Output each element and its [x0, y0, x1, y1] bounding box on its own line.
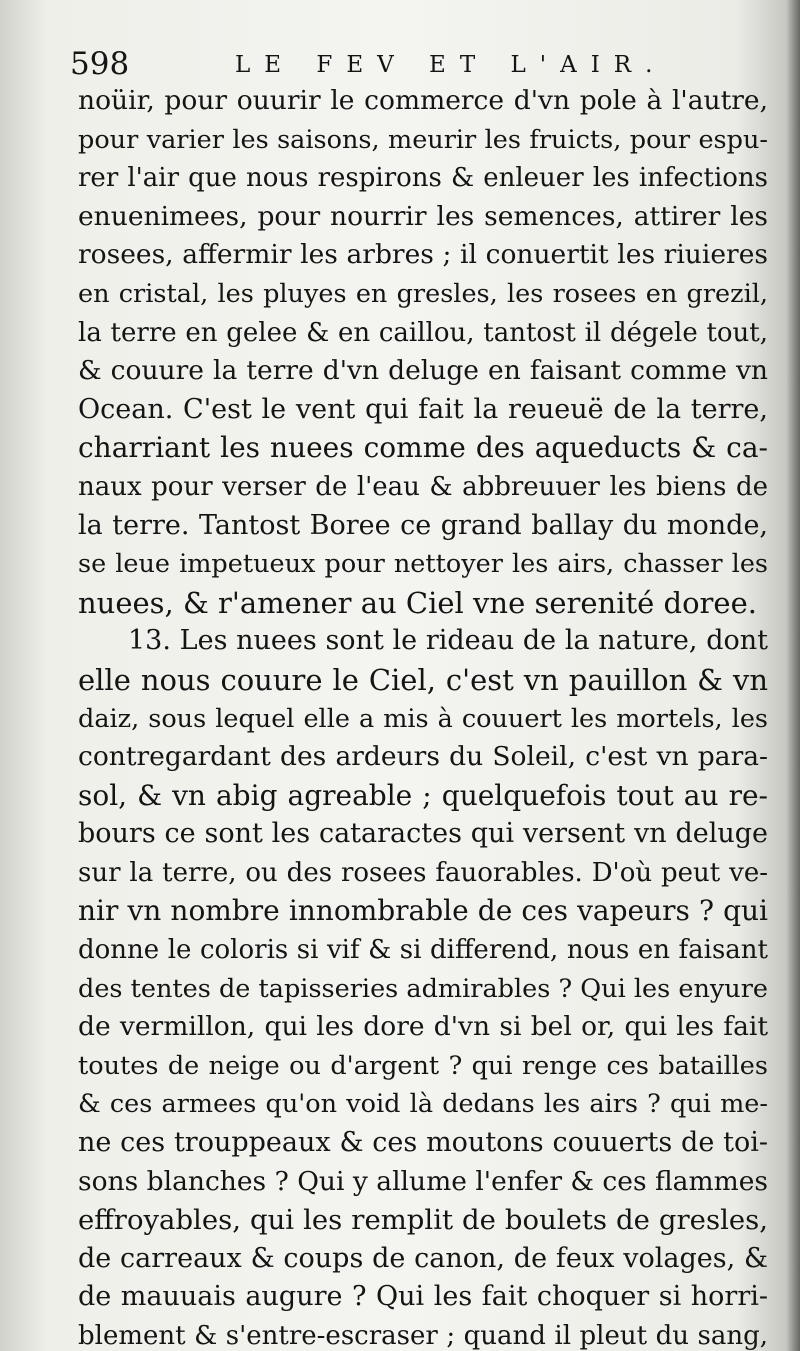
- text-line: rosees, affermir les arbres ; il conuertit les riuieres: [78, 239, 768, 271]
- text-line: rer l'air que nous respirons & enleuer les infections: [78, 163, 768, 194]
- page-number: 598: [70, 46, 130, 82]
- text-line: la terre en gelee & en caillou, tantost il dégele tout,: [78, 317, 768, 348]
- text-line: en cristal, les pluyes en gresles, les rosees en grezil,: [78, 278, 768, 309]
- text-line: toutes de neige ou d'argent ? qui renge ces batailles: [78, 1050, 768, 1081]
- text-line: sons blanches ? Qui y allume l'enfer & ces flammes: [78, 1165, 768, 1197]
- text-line: de mauuais augure ? Qui les fait choquer si horri-: [78, 1281, 768, 1313]
- text-line: sol, & vn abig agreable ; quelquefois tout au re-: [78, 778, 768, 812]
- text-line: la terre. Tantost Boree ce grand ballay du monde,: [78, 509, 768, 541]
- text-line: des tentes de tapisseries admirables ? Qui les enyure: [78, 973, 768, 1004]
- text-line: donne le coloris si vif & si differend, nous en faisant: [78, 935, 768, 966]
- text-line: de vermillon, qui les dore d'vn si bel or, qui les fait: [78, 1011, 768, 1043]
- text-line: sur la terre, ou des rosees fauorables. D'où peut ve-: [78, 857, 768, 888]
- running-head: [70, 44, 667, 84]
- text-line: Ocean. C'est le vent qui fait la reueuë de la terre,: [78, 393, 768, 425]
- text-line: noüir, pour ouurir le commerce d'vn pole à l'autre,: [78, 85, 768, 116]
- text-line: contregardant des ardeurs du Soleil, c'est vn para-: [78, 741, 768, 773]
- text-line: pour varier les saisons, meurir les fruicts, pour espu-: [78, 124, 768, 155]
- body-text: [78, 82, 768, 1351]
- text-line: se leue impetueux pour nettoyer les airs, chasser les: [78, 549, 768, 580]
- text-line: daiz, sous lequel elle a mis à couuert les mortels, les: [78, 703, 768, 734]
- text-line: ne ces trouppeaux & ces moutons couuerts de toi-: [78, 1127, 768, 1159]
- text-line: naux pour verser de l'eau & abbreuuer les biens de: [78, 471, 768, 502]
- text-line: nuees, & r'amener au Ciel vne serenité doree.: [78, 585, 757, 620]
- page-edge-shadow: [786, 0, 800, 1351]
- text-line: effroyables, qui les remplit de boulets de gresles,: [78, 1204, 768, 1237]
- text-line: elle nous couure le Ciel, c'est vn pauillon & vn: [78, 662, 768, 697]
- running-title: LE FEV ET L'AIR.: [235, 52, 667, 78]
- text-line: nir vn nombre innombrable de ces vapeurs ? qui: [78, 894, 768, 928]
- text-line: & couure la terre d'vn deluge en faisant comme vn: [78, 355, 768, 387]
- text-line: charriant les nuees comme des aqueducts & ca-: [78, 431, 768, 465]
- text-line: enuenimees, pour nourrir les semences, attirer les: [78, 200, 768, 232]
- paragraph-start-line: 13. Les nuees sont le rideau de la nature, dont: [128, 625, 768, 657]
- text-line: bours ce sont les cataractes qui versent vn deluge: [78, 818, 768, 850]
- text-line: de carreaux & coups de canon, de feux volages, &: [78, 1242, 768, 1274]
- text-line: blement & s'entre-escraser ; quand il pleut du sang,: [78, 1321, 768, 1351]
- text-line: & ces armees qu'on void là dedans les airs ? qui me-: [78, 1089, 768, 1120]
